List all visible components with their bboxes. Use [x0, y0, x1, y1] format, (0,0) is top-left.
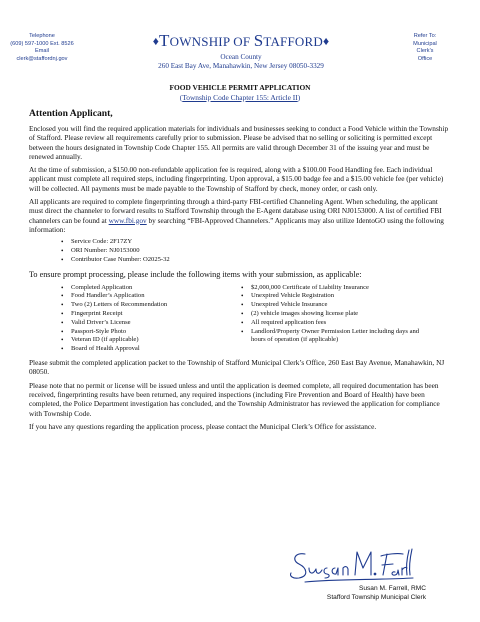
telephone-label: Telephone — [29, 33, 55, 39]
checklist-right-column — [241, 284, 431, 354]
refer-to-line: Office — [417, 55, 433, 62]
paragraph-fees: At the time of submission, a $150.00 non-refundable application fee is required, along with a $100.00 Food Handling fee. Each individual applicant must complete all required steps, including fingerprinting. Upon approval, a $15.00 badge fee and a $15.00 vehicle fee (per vehicle) will be collected. All payments must be made payable to the Township of Stafford by check, money order, or cash only. — [29, 165, 444, 193]
letterhead-refer-to — [405, 33, 445, 63]
list-item: • Two (2) Letters of Recommendation — [61, 301, 241, 310]
refer-to-line: Refer To: — [413, 33, 437, 39]
refer-to-line: Clerk's — [416, 48, 434, 55]
document-title: FOOD VEHICLE PERMIT APPLICATION — [169, 83, 311, 92]
signatory-name: Susan M. Farrell, RMC — [358, 585, 426, 592]
signatory — [286, 584, 426, 602]
paragraph-intro: Enclosed you will find the required application materials for individuals and businesses seeking to conduct a Food Vehicle within the Township of Stafford. Please review all requirements carefully prior to submission. Please be advised that no selling or soliciting is permitted except between the hours designated in Township Code Chapter 155. All permits are valid through December 31 of the issuing year and must be renewed annually. — [29, 124, 449, 161]
paragraph-issuance: Please note that no permit or license will be issued unless and until the application is deemed complete, all required documentation has been received, fingerprinting results have been returned, any required inspections (including Fire Prevention and Board of Health) have been completed, the Police Department investigation has concluded, and the Township Administrator has reviewed the application for compliance with Township Code. — [29, 380, 440, 418]
paragraph-submission: Please submit the completed application packet to the Township of Stafford Municipal Clerk’s Office, 260 East Bay Avenue, Manahawkin, NJ 08050. — [29, 358, 445, 377]
list-item: • Passport-Style Photo — [61, 328, 241, 337]
list-item: • Food Handler’s Application — [61, 292, 241, 301]
identogo-codes-list — [61, 238, 449, 264]
letter-body — [29, 108, 449, 435]
list-item: • $2,000,000 Certificate of Liability Insurance — [241, 284, 431, 293]
code-reference-link[interactable]: Township Code Chapter 155: Article II — [182, 93, 298, 102]
checklist-left-column — [61, 284, 241, 354]
checklist — [61, 284, 449, 354]
document-subtitle: (Township Code Chapter 155: Article II) — [179, 93, 301, 102]
greeting: Attention Applicant, — [29, 108, 113, 119]
paragraph-fingerprinting: All applicants are required to complete fingerprinting through a third-party FBI-certified Channeling Agent. When scheduling, the applicant must direct the channeler to forward results to Stafford Township through the E-Agent database using ORI NJ0153000. A list of certified FBI channelers can be found at www.fbi.gov by searching “FBI-Approved Channelers.” Applicants may also utilize IdentoGO using the following information: — [29, 197, 444, 234]
list-item: • All required application fees — [241, 319, 431, 328]
diamond-left-icon: ♦ — [152, 34, 160, 48]
township-address: 260 East Bay Ave, Manahawkin, New Jersey 08050-3329 — [158, 62, 324, 70]
paragraph-contact: If you have any questions regarding the application process, please contact the Municipal Clerk’s Office for assistance. — [29, 421, 377, 431]
county-name: Ocean County — [220, 53, 262, 61]
list-item: • Unexpired Vehicle Registration — [241, 292, 431, 301]
letterhead-title-block — [95, 31, 387, 71]
list-item: • Completed Application — [61, 284, 241, 293]
list-item: • Landlord/Property Owner Permission Letter including days and hours of operation (if applicable) — [241, 328, 431, 346]
email-label: Email — [35, 48, 49, 55]
list-item: • Board of Health Approval — [61, 345, 241, 354]
handwritten-signature — [285, 544, 415, 588]
list-item: • Veteran ID (if applicable) — [61, 336, 241, 345]
list-item: • Contributor Case Number: O2025-32 — [61, 256, 449, 265]
email-address: clerk@staffordnj.gov — [16, 55, 68, 62]
refer-to-line: Municipal — [413, 40, 437, 47]
diamond-right-icon: ♦ — [322, 34, 330, 48]
letterhead-contact — [6, 33, 78, 63]
township-title: ♦TOWNSHIP OF STAFFORD♦ — [152, 31, 330, 50]
list-item: • Unexpired Vehicle Insurance — [241, 301, 431, 310]
list-item: • (2) vehicle images showing license plate — [241, 310, 431, 319]
list-item: • Service Code: 2F17ZY — [61, 238, 449, 247]
list-item: • Valid Driver’s License — [61, 319, 241, 328]
paragraph-checklist-intro: To ensure prompt processing, please include the following items with your submission, as applicable: — [29, 269, 362, 279]
telephone-number: (609) 597-1000 Ext. 8526 — [10, 40, 74, 47]
list-item: • ORI Number: NJ0153000 — [61, 247, 449, 256]
fbi-link[interactable]: www.fbi.gov — [108, 215, 147, 225]
list-item: • Fingerprint Receipt — [61, 310, 241, 319]
signatory-title: Stafford Township Municipal Clerk — [326, 594, 426, 601]
